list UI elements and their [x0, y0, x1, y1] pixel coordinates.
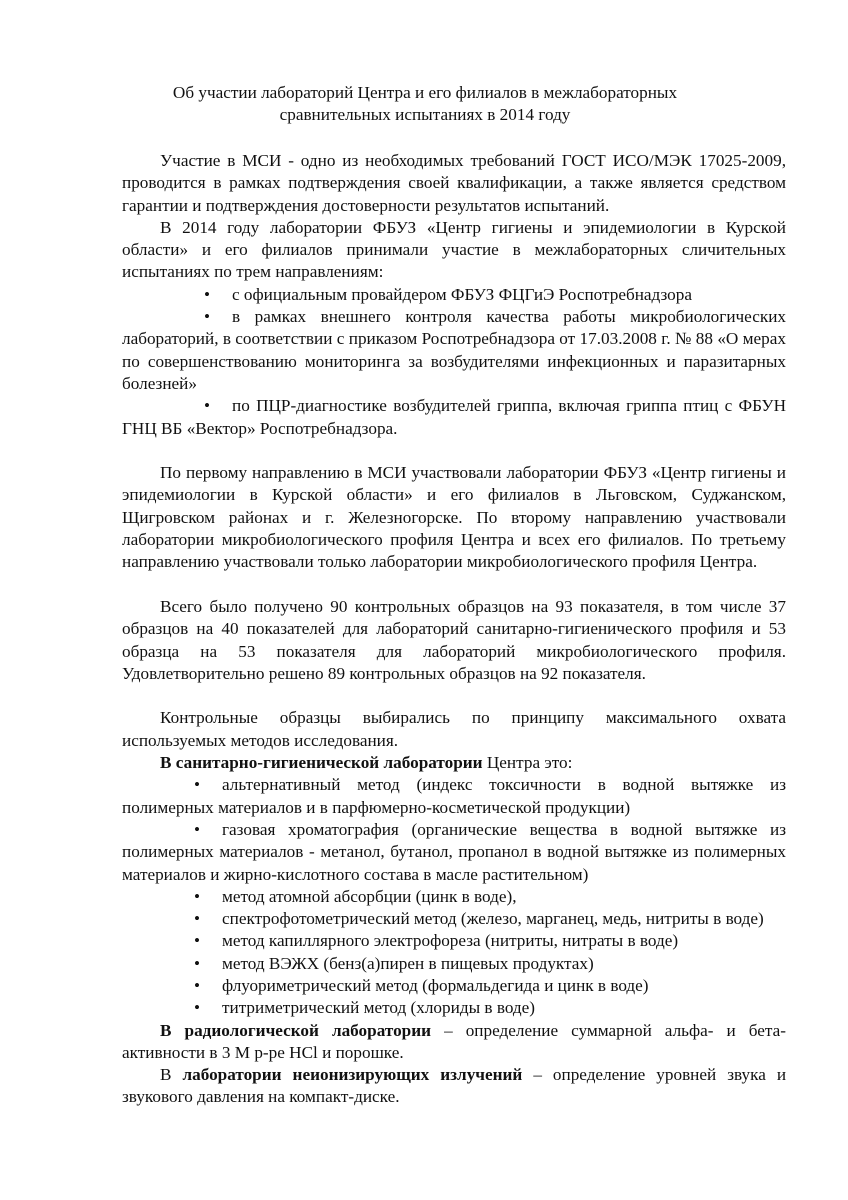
direction-item: [122, 395, 786, 440]
bullet-icon: •: [204, 284, 211, 304]
document-body: [122, 150, 786, 1109]
paragraph-sample-selection: Контрольные образцы выбирались по принципу максимального охвата используемых методов исследования.: [122, 708, 786, 750]
sanitary-lab-heading: [122, 752, 786, 774]
method-item: [122, 774, 786, 819]
paragraph-directions-intro: В 2014 году лаборатории ФБУЗ «Центр гигиены и эпидемиологии в Курской области» и его филиалов принимали участие в межлабораторных сличительных испытаниях по трем направлениям:: [122, 217, 786, 282]
bullet-icon: •: [194, 953, 201, 973]
bullet-icon: •: [194, 819, 201, 839]
method-text: газовая хроматография (органические вещества в водной вытяжке из полимерных материалов - метанол, бутанол, пропанол в водной вытяжке из полимерных материалов и жирно-кислотного состава в масле растительном): [122, 819, 786, 884]
paragraph-samples-summary: Всего было получено 90 контрольных образцов на 93 показателя, в том числе 37 образцов на 40 показателей для лабораторий санитарно-гигиенического профиля и 53 образца на 53 показателя для лабораторий микробиологического профиля. Удовлетворительно решено 89 контрольных образцов на 92 показателя.: [122, 596, 786, 683]
bullet-icon: •: [204, 307, 211, 327]
nonionizing-lab-name: лаборатории неионизирующих излучений: [182, 1065, 523, 1085]
sanitary-lab-heading-rest: Центра это:: [482, 753, 573, 773]
method-item: [122, 975, 786, 997]
direction-item: [122, 306, 786, 395]
title-line-1: Об участии лабораторий Центра и его филиалов в межлабораторных: [172, 83, 678, 102]
bullet-icon: •: [194, 886, 201, 906]
method-text: спектрофотометрический метод (железо, марганец, медь, нитриты в воде): [222, 909, 764, 929]
bullet-icon: •: [194, 975, 201, 995]
radiology-lab-paragraph: [122, 1020, 786, 1065]
bullet-icon: •: [204, 396, 211, 416]
direction-text: с официальным провайдером ФБУЗ ФЦГиЭ Роспотребнадзора: [232, 284, 692, 304]
nonionizing-lab-text: – определение уровней звука и звукового давления на компакт-диске.: [122, 1065, 787, 1107]
direction-text: в рамках внешнего контроля качества работы микробиологических лабораторий, в соответствии с приказом Роспотребнадзора от 17.03.2008 г. № 88 «О мерах по совершенствованию мониторинга за возбудителями инфекционных и паразитарных болезней»: [122, 307, 786, 393]
method-text: метод ВЭЖХ (бенз(а)пирен в пищевых продуктах): [222, 953, 594, 973]
bullet-icon: •: [194, 775, 201, 795]
method-item: [122, 953, 786, 975]
method-item: [122, 908, 786, 930]
paragraph-msi-requirement: Участие в МСИ - одно из необходимых требований ГОСТ ИСО/МЭК 17025-2009, проводится в рамках подтверждения своей квалификации, а также является средством гарантии и подтверждения достоверности результатов испытаний.: [122, 151, 786, 215]
method-text: титриметрический метод (хлориды в воде): [222, 998, 536, 1018]
method-text: флуориметрический метод (формальдегида и цинк в воде): [222, 975, 649, 995]
method-item: [122, 886, 786, 908]
method-text: метод капиллярного электрофореза (нитриты, нитраты в воде): [222, 931, 679, 951]
bullet-icon: •: [194, 998, 201, 1018]
nonionizing-prefix: В: [160, 1065, 183, 1085]
method-text: метод атомной абсорбции (цинк в воде),: [222, 886, 517, 906]
bullet-icon: •: [194, 931, 201, 951]
method-item: [122, 997, 786, 1019]
method-text: альтернативный метод (индекс токсичности в водной вытяжке из полимерных материалов и в парфюмерно-косметической продукции): [122, 775, 786, 817]
paragraph-participants: По первому направлению в МСИ участвовали лаборатории ФБУЗ «Центр гигиены и эпидемиологии в Курской области» и его филиалов в Льговском, Суджанском, Щигровском районах и г. Железногорске. По второму направлению участвовали лаборатории микробиологического профиля Центра и всех его филиалов. По третьему направлению участвовали только лаборатории микробиологического профиля Центра.: [122, 463, 786, 572]
method-item: [122, 819, 786, 886]
document-title: [120, 82, 730, 127]
title-line-2: сравнительных испытаниях в 2014 году: [279, 105, 571, 125]
nonionizing-lab-paragraph: [122, 1064, 786, 1109]
radiology-lab-name: В радиологической лаборатории: [160, 1020, 432, 1040]
method-item: [122, 930, 786, 952]
direction-text: по ПЦР-диагностике возбудителей гриппа, включая гриппа птиц с ФБУН ГНЦ ВБ «Вектор» Роспотребнадзора.: [122, 396, 786, 438]
radiology-lab-text: – определение суммарной альфа- и бета-активности в 3 М р-ре HCl и порошке.: [122, 1020, 786, 1062]
direction-item: [122, 284, 786, 306]
bullet-icon: •: [194, 909, 201, 929]
sanitary-lab-name: В санитарно-гигиенической лаборатории: [160, 753, 483, 773]
